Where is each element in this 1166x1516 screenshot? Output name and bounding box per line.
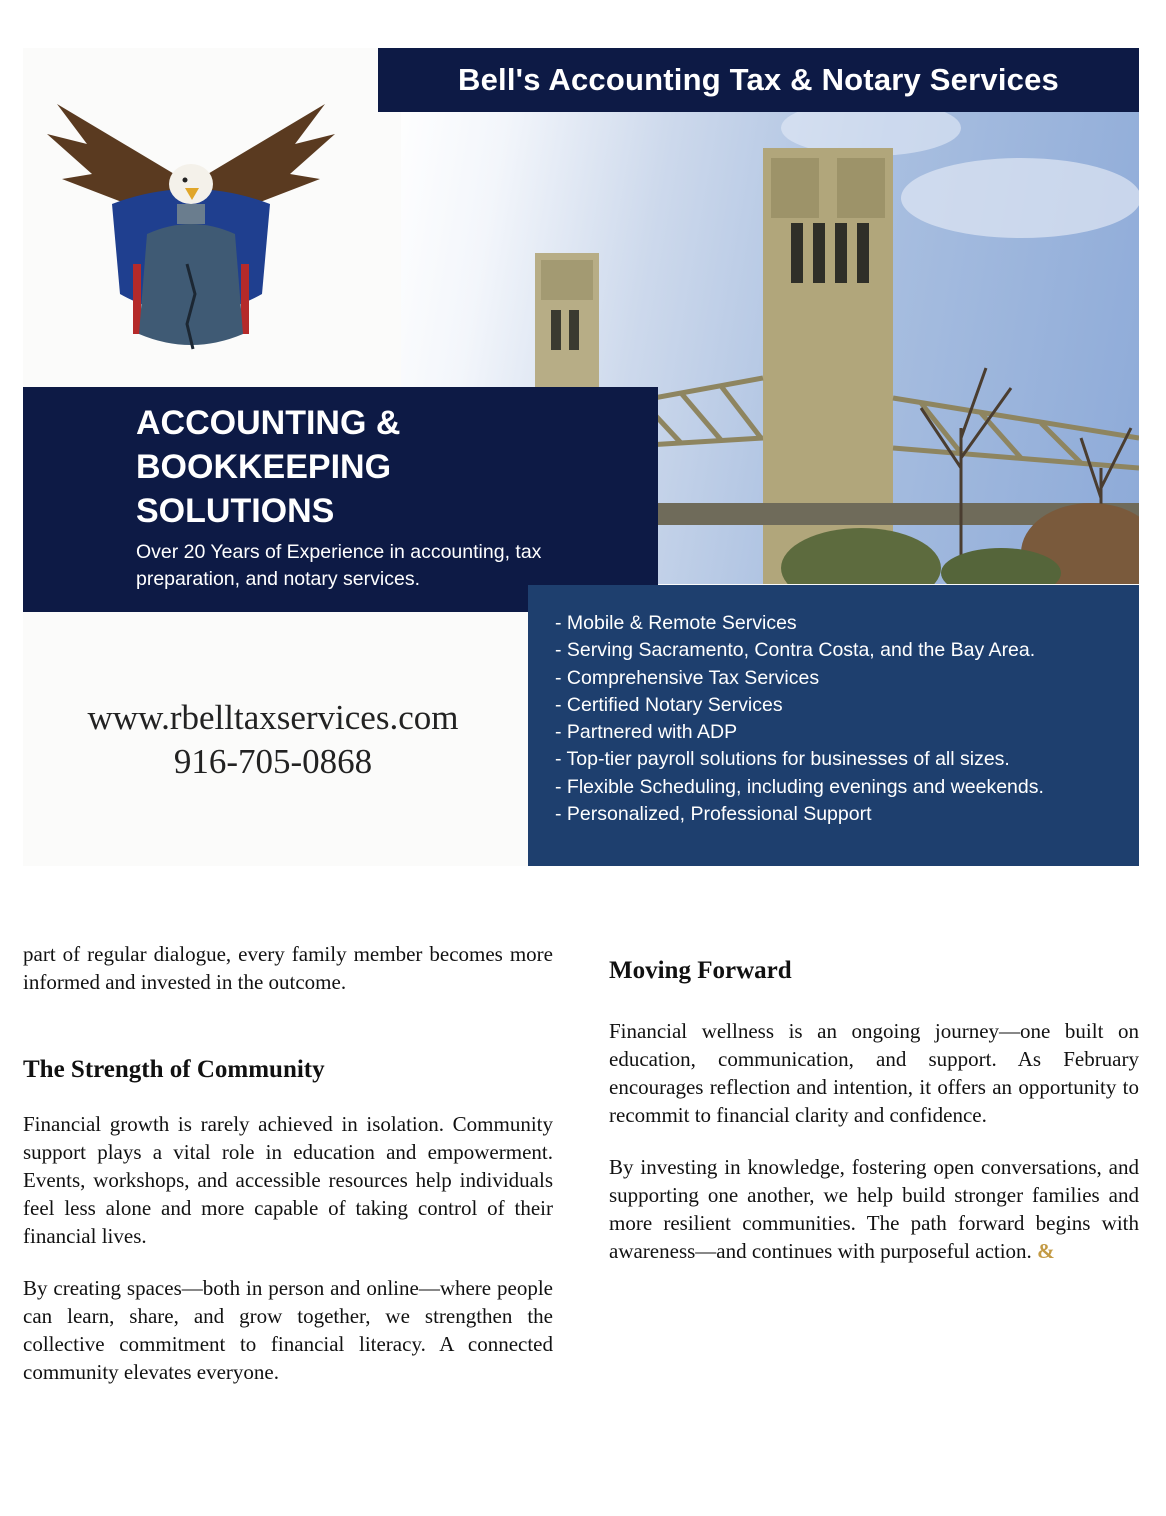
business-name-banner [378, 48, 1139, 112]
service-item: - Comprehensive Tax Services [555, 666, 820, 689]
headline-panel [23, 387, 658, 612]
headline: ACCOUNTING & BOOKKEEPING SOLUTIONS [136, 404, 401, 530]
paragraph: By creating spaces—both in person and online—where people can learn, share, and grow together, we strengthen the collective commitment to financial literacy. A connected community elevates everyone. [23, 1276, 553, 1384]
advertisement-banner [23, 48, 1139, 866]
contact-info [23, 696, 523, 784]
eagle-liberty-bell-logo [37, 64, 345, 372]
services-list [555, 610, 1044, 828]
closing-text: By investing in knowledge, fostering open conversations, and supporting one another, we help build stronger families and more resilient communities. The path forward begins with awareness—and continues with purposeful action. [609, 1155, 1139, 1263]
service-item: - Mobile & Remote Services [555, 612, 797, 634]
section-heading-community: The Strength of Community [23, 1056, 325, 1083]
service-item: - Serving Sacramento, Contra Costa, and the Bay Area. [555, 639, 1036, 662]
end-mark: & [1037, 1239, 1055, 1263]
paragraph-continuation: part of regular dialogue, every family member becomes more informed and invested in the outcome. [23, 942, 553, 994]
service-item: - Flexible Scheduling, including evenings and weekends. [555, 775, 1044, 798]
service-item: - Partnered with ADP [555, 721, 738, 744]
service-item: - Certified Notary Services [555, 693, 783, 716]
paragraph: Financial wellness is an ongoing journey—one built on education, communication, and support. As February encourages reflection and intention, it offers an opportunity to recommit to financial clarity and confidence. [609, 1019, 1139, 1127]
paragraph: Financial growth is rarely achieved in isolation. Community support plays a vital role in education and empowerment. Events, workshops, and accessible resources help individuals feel less alone and more capable of taking control of their financial lives. [23, 1112, 553, 1248]
phone-number: 916-705-0868 [173, 742, 373, 781]
website-link[interactable]: www.rbelltaxservices.com [87, 698, 459, 737]
services-panel [528, 585, 1139, 866]
article-left-column [23, 940, 553, 1386]
paragraph-closing [609, 1153, 1139, 1265]
service-item: - Top-tier payroll solutions for businesses of all sizes. [555, 748, 1010, 771]
section-heading-moving-forward: Moving Forward [609, 957, 792, 984]
business-name: Bell's Accounting Tax & Notary Services [458, 62, 1059, 97]
tagline: Over 20 Years of Experience in accounting, tax preparation, and notary services. [136, 541, 542, 590]
article-right-column [609, 955, 1139, 1265]
service-item: - Personalized, Professional Support [555, 803, 872, 826]
